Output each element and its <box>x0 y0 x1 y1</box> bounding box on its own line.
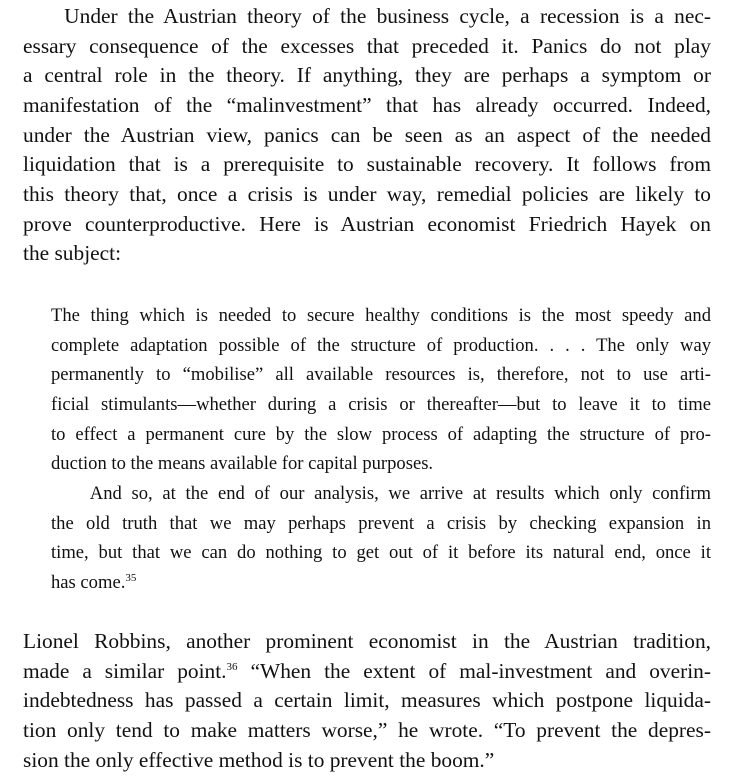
quote2-line-1: And so, at the end of our analysis, we arrive at results which only confirm <box>51 483 711 504</box>
quote2-line-3: time, but that we can do nothing to get out of it before its natural end, once it <box>51 542 711 563</box>
quote2-line-4-text: has come. <box>51 572 126 593</box>
intro-line-2: essary consequence of the excesses that preceded it. Panics do not play <box>23 34 711 58</box>
intro-line-6: liquidation that is a prerequisite to sustainable recovery. It follows from <box>23 152 711 176</box>
intro-line-7: this theory that, once a crisis is under way, remedial policies are likely to <box>23 182 711 206</box>
footnote-ref-35: 35 <box>125 571 137 584</box>
robbins-line-2-tail: “When the extent of mal-investment and overin- <box>237 659 711 683</box>
quote1-line-3: permanently to “mobilise” all available resources is, therefore, not to use arti- <box>51 364 711 385</box>
intro-line-1: Under the Austrian theory of the business cycle, a recession is a nec- <box>23 4 711 28</box>
robbins-line-1: Lionel Robbins, another prominent economist in the Austrian tradition, <box>23 629 711 653</box>
quote2-line-4 <box>51 568 711 598</box>
robbins-line-4: tion only tend to make matters worse,” he wrote. “To prevent the depres- <box>23 718 711 742</box>
footnote-ref-36: 36 <box>226 660 238 673</box>
robbins-line-2 <box>23 657 711 687</box>
robbins-line-2-head: made a similar point. <box>23 659 227 683</box>
intro-line-9: the subject: <box>23 241 122 265</box>
intro-line-5: under the Austrian view, panics can be seen as an aspect of the needed <box>23 123 711 147</box>
intro-line-8: prove counterproductive. Here is Austrian economist Friedrich Hayek on <box>23 212 711 236</box>
quote1-line-4: ficial stimulants—whether during a crisis or thereafter—but to leave it to time <box>51 394 711 415</box>
robbins-line-5: sion the only effective method is to prevent the boom.” <box>23 748 495 772</box>
quote1-line-2: complete adaptation possible of the structure of production. . . . The only way <box>51 335 711 356</box>
quote1-line-6: duction to the means available for capital purposes. <box>51 453 434 474</box>
intro-line-3: a central role in the theory. If anything, they are perhaps a symptom or <box>23 63 711 87</box>
quote1-line-1: The thing which is needed to secure healthy conditions is the most speedy and <box>51 305 711 326</box>
quote1-line-5: to effect a permanent cure by the slow process of adapting the structure of pro- <box>51 424 711 445</box>
quote2-line-2: the old truth that we may perhaps prevent a crisis by checking expansion in <box>51 513 711 534</box>
robbins-line-3: indebtedness has passed a certain limit, measures which postpone liquida- <box>23 688 711 712</box>
intro-line-4: manifestation of the “malinvestment” that has already occurred. Indeed, <box>23 93 711 117</box>
